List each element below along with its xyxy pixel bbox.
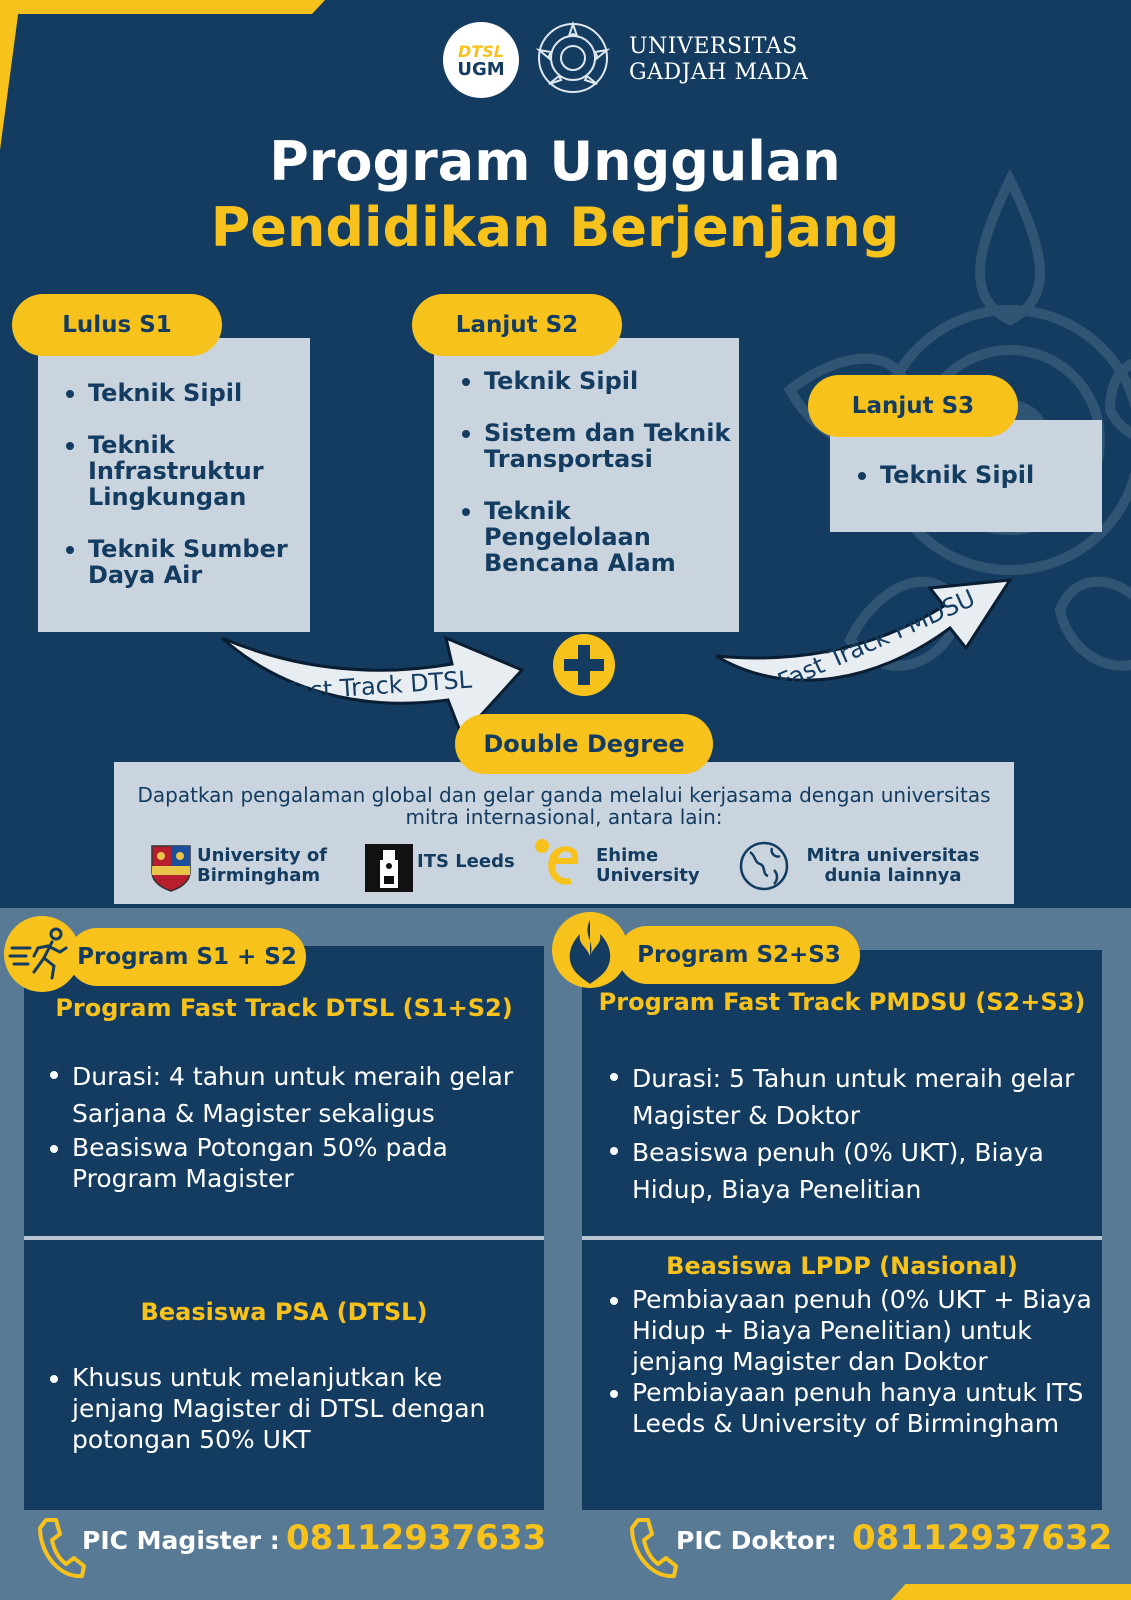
list-item: Teknik Pengelolaan Bencana Alam: [458, 498, 738, 576]
logo-ugm-text: UGM: [457, 59, 505, 80]
program-s2s3-list: [608, 1060, 1098, 1208]
partner-line: Ehime: [596, 845, 659, 866]
pic-magister-number[interactable]: 08112937633: [286, 1518, 547, 1558]
card-divider: [582, 1236, 1102, 1240]
its-leeds-logo-icon: [365, 844, 413, 892]
partner-line: University of: [197, 845, 328, 866]
s1-pill: Lulus S1: [12, 294, 222, 356]
list-item: Teknik Sipil: [458, 368, 738, 394]
fast-track-dtsl-label: Fast Track DTSL: [283, 665, 473, 707]
list-item: Teknik Sipil: [62, 380, 312, 406]
pic-magister-label: PIC Magister :: [82, 1526, 280, 1555]
list-item: Pembiayaan penuh hanya untuk ITS Leeds & University of Birmingham: [608, 1377, 1098, 1439]
list-item: Pembiayaan penuh (0% UKT + Biaya Hidup + Biaya Penelitian) untuk jenjang Magister dan Doktor: [608, 1284, 1098, 1377]
partner-line: dunia lainnya: [824, 865, 962, 886]
list-item: Beasiswa Potongan 50% pada Program Magister: [48, 1132, 538, 1194]
logo-dtsl-text: DTSL: [458, 42, 504, 61]
flame-emblem-icon: [552, 912, 628, 988]
list-item: Teknik Sumber Daya Air: [62, 536, 312, 588]
birmingham-crest-icon: [150, 844, 192, 892]
scholarship-psa-list: [48, 1362, 538, 1455]
list-item: Sistem dan Teknik Transportasi: [458, 420, 738, 472]
ehime-logo-icon: [532, 836, 590, 894]
partner-ehime: [596, 846, 700, 886]
phone-icon: [36, 1516, 86, 1580]
list-item: Durasi: 5 Tahun untuk meraih gelar Magister & Doktor: [608, 1060, 1098, 1134]
scholarship-psa-title: Beasiswa PSA (DTSL): [140, 1298, 428, 1326]
s3-pill: Lanjut S3: [808, 375, 1018, 437]
partner-other: [798, 846, 988, 886]
page-title-line1: Program Unggulan: [269, 130, 841, 193]
double-degree-description: Dapatkan pengalaman global dan gelar ganda melalui kerjasama dengan universitas mitra internasional, antara lain:: [137, 783, 991, 829]
list-item: Durasi: 4 tahun untuk meraih gelar Sarjana & Magister sekaligus: [48, 1058, 538, 1132]
university-line1: UNIVERSITAS: [629, 34, 798, 59]
list-item: Teknik Sipil: [854, 462, 1094, 488]
fast-track-pmdsu-label: Fast Track PMDSU: [773, 583, 980, 697]
globe-icon: [738, 840, 790, 892]
double-degree-pill: Double Degree: [455, 714, 713, 774]
scholarship-lpdp-list: [608, 1284, 1098, 1439]
list-item: Teknik Infrastruktur Lingkungan: [62, 432, 312, 510]
university-line2: GADJAH MADA: [629, 60, 809, 85]
page-title-line2: Pendidikan Berjenjang: [210, 196, 900, 259]
partner-line: University: [596, 865, 700, 886]
partner-line: Mitra universitas: [806, 845, 980, 866]
program-s1s2-title: Program Fast Track DTSL (S1+S2): [55, 994, 513, 1022]
pic-doktor-number[interactable]: 08112937632: [852, 1518, 1113, 1558]
list-item: Khusus untuk melanjutkan ke jenjang Magister di DTSL dengan potongan 50% UKT: [48, 1362, 538, 1455]
s2-pill: Lanjut S2: [412, 294, 622, 356]
program-s2s3-title: Program Fast Track PMDSU (S2+S3): [598, 988, 1086, 1016]
list-item: Beasiswa penuh (0% UKT), Biaya Hidup, Biaya Penelitian: [608, 1134, 1098, 1208]
program-s1s2-list: [48, 1058, 538, 1194]
partner-its-leeds: ITS Leeds: [417, 851, 515, 872]
partner-line: Birmingham: [197, 865, 321, 886]
phone-icon: [628, 1516, 678, 1580]
scholarship-lpdp-title: Beasiswa LPDP (Nasional): [666, 1252, 1018, 1280]
partner-birmingham: [197, 846, 327, 886]
plus-icon: [553, 634, 615, 696]
pic-doktor-label: PIC Doktor:: [676, 1526, 837, 1555]
corner-decoration-bottom: [891, 1584, 1131, 1600]
program-s2s3-pill: Program S2+S3: [618, 926, 860, 984]
card-divider: [24, 1236, 544, 1240]
program-s1s2-pill: Program S1 + S2: [68, 928, 306, 986]
